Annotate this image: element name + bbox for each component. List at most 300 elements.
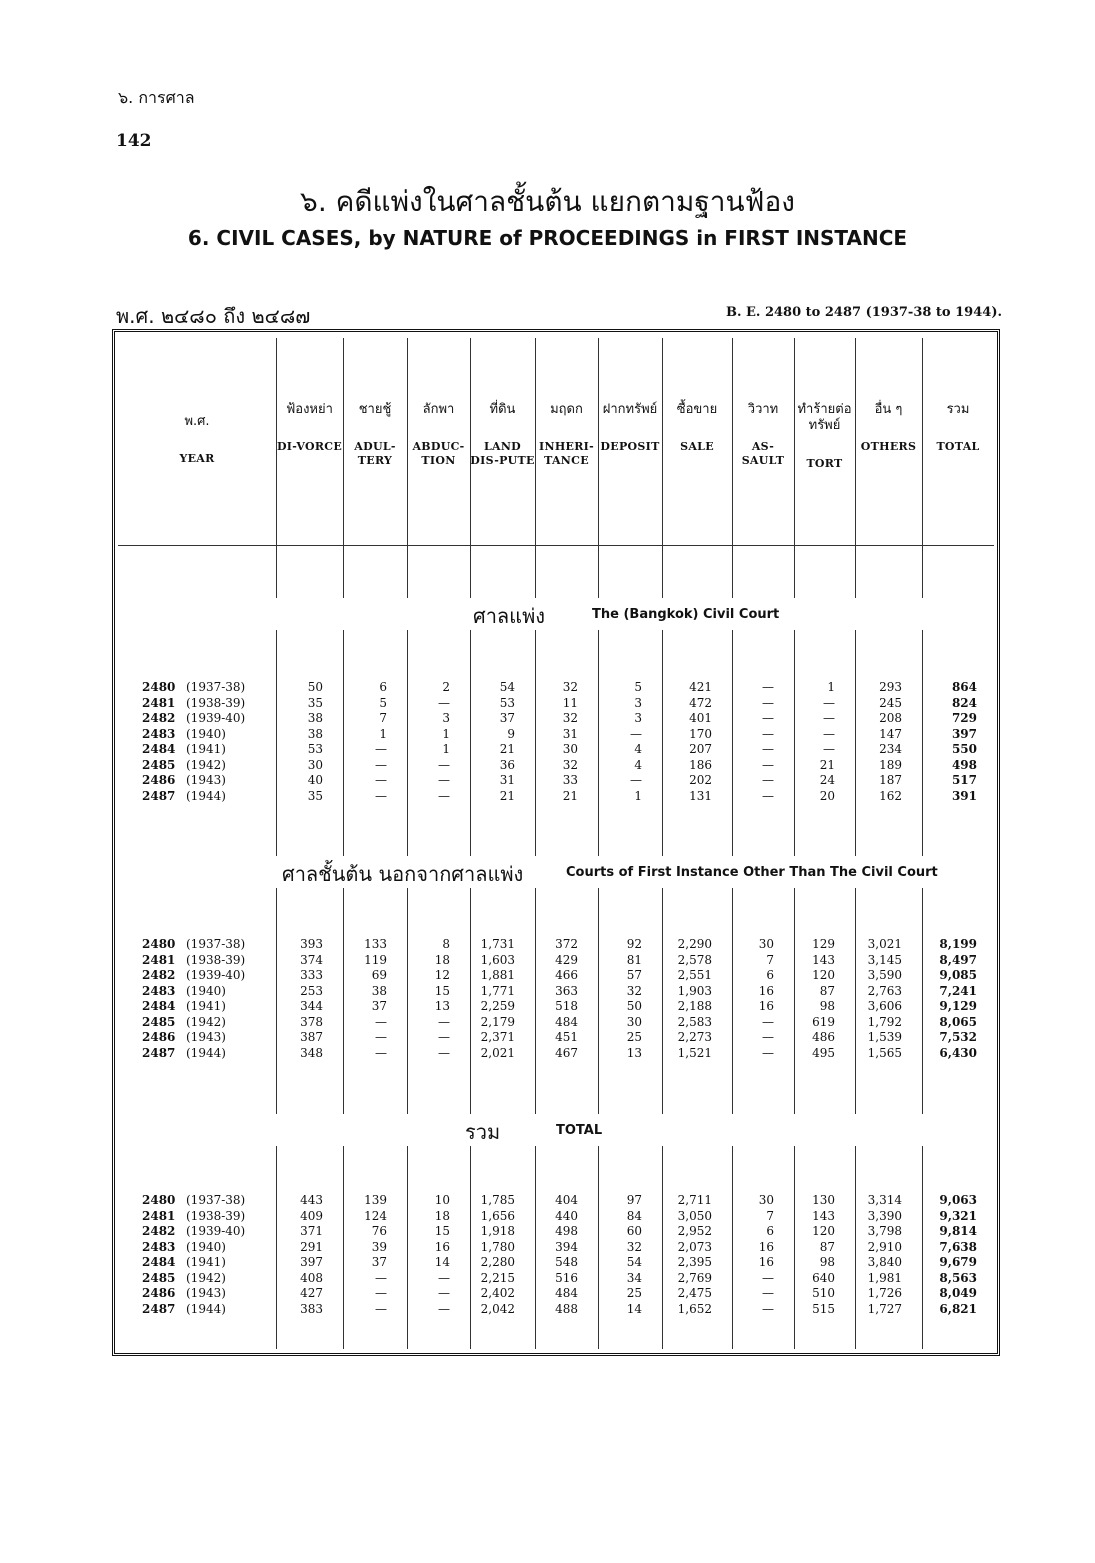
- year-gregorian: (1944): [186, 1045, 226, 1060]
- table-cell: 1,565: [867, 1045, 902, 1060]
- table-cell: 7,532: [939, 1030, 977, 1044]
- column-header-7: [598, 402, 662, 454]
- table-cell: 30: [758, 937, 774, 951]
- table-cell: 1,539: [867, 1030, 902, 1044]
- table-cell: 33: [562, 773, 578, 787]
- column-line-7: [662, 338, 663, 1349]
- table-cell: 21: [562, 788, 578, 803]
- year-label: [142, 1286, 226, 1302]
- header-divider: [118, 545, 994, 546]
- table-cell: —: [438, 788, 450, 803]
- table-cell: 9,063: [939, 1193, 977, 1207]
- table-cell: 408: [300, 1270, 323, 1285]
- column-header-english: LAND DIS-PUTE: [470, 440, 535, 467]
- table-cell: 394: [555, 1239, 578, 1254]
- table-cell: —: [438, 773, 450, 787]
- table-cell: 2,910: [867, 1239, 902, 1254]
- table-cell: —: [762, 695, 774, 710]
- column-header-thai: ที่ดิน: [489, 402, 516, 417]
- table-cell: 404: [555, 1193, 578, 1207]
- table-cell: 170: [689, 726, 712, 741]
- table-cell: 16: [758, 983, 774, 998]
- table-cell: 32: [562, 711, 578, 725]
- table-cell: 6,430: [939, 1045, 977, 1060]
- table-cell: 824: [951, 695, 977, 710]
- table-cell: 344: [300, 999, 323, 1013]
- table-cell: 87: [819, 983, 835, 998]
- table-cell: 50: [307, 680, 323, 694]
- table-cell: 2,371: [480, 1030, 515, 1044]
- table-cell: 18: [434, 1208, 450, 1223]
- table-cell: 472: [689, 695, 712, 710]
- table-cell: 189: [879, 757, 902, 772]
- table-cell: 130: [812, 1193, 835, 1207]
- table-cell: 3: [442, 711, 450, 725]
- table-cell: 35: [307, 788, 323, 803]
- year-gregorian: (1939-40): [186, 968, 246, 982]
- column-header-12: [922, 402, 994, 454]
- column-header-english: TORT: [806, 456, 843, 470]
- year-label: [142, 1209, 245, 1225]
- column-header-thai: ซื้อขาย: [676, 402, 718, 417]
- table-cell: 8,563: [939, 1270, 977, 1285]
- year-label: [142, 1224, 245, 1240]
- year-buddhist: 2482: [142, 1224, 176, 1238]
- table-cell: —: [762, 711, 774, 725]
- table-cell: 3,145: [867, 952, 902, 967]
- column-header-english: TOTAL: [936, 440, 980, 454]
- section-label: ๖. การศาล: [118, 88, 195, 107]
- year-buddhist: 2481: [142, 1208, 176, 1223]
- table-cell: 372: [555, 937, 578, 951]
- table-cell: 133: [364, 937, 387, 951]
- table-cell: 515: [812, 1301, 835, 1316]
- table-cell: 234: [879, 742, 902, 756]
- year-label: [142, 696, 245, 712]
- year-range-english: B. E. 2480 to 2487 (1937-38 to 1944).: [725, 305, 1002, 320]
- column-line-8: [732, 338, 733, 1349]
- table-cell: 186: [689, 757, 712, 772]
- year-label: [142, 1030, 226, 1046]
- column-header-5: [470, 402, 535, 468]
- column-header-english: AS-SAULT: [741, 440, 785, 467]
- table-cell: 30: [626, 1014, 642, 1029]
- table-cell: 2,583: [677, 1014, 712, 1029]
- year-buddhist: 2482: [142, 711, 176, 725]
- table-cell: 393: [300, 937, 323, 951]
- year-range-thai: พ.ศ. ๒๔๘๐ ถึง ๒๔๘๗: [116, 304, 311, 328]
- table-cell: 467: [555, 1045, 578, 1060]
- table-cell: 207: [689, 742, 712, 756]
- table-cell: 39: [371, 1239, 387, 1254]
- table-cell: 31: [499, 773, 515, 787]
- table-cell: 488: [555, 1301, 578, 1316]
- table-cell: 7: [766, 1208, 774, 1223]
- table-cell: 7,241: [939, 983, 977, 998]
- column-header-8: [662, 402, 732, 454]
- year-gregorian: (1943): [186, 1286, 226, 1300]
- table-cell: 245: [879, 695, 902, 710]
- table-cell: 50: [626, 999, 642, 1013]
- table-cell: —: [762, 1014, 774, 1029]
- table-cell: 2,188: [677, 999, 712, 1013]
- column-header-thai: ฝากทรัพย์: [602, 402, 658, 417]
- table-cell: 401: [689, 711, 712, 725]
- table-cell: 31: [562, 726, 578, 741]
- table-cell: 1,785: [480, 1193, 515, 1207]
- column-header-10: [794, 402, 855, 470]
- table-cell: 1,603: [480, 952, 515, 967]
- table-cell: 21: [499, 788, 515, 803]
- column-header-thai: อื่น ๆ: [874, 402, 903, 417]
- column-header-9: [732, 402, 794, 468]
- table-cell: 333: [300, 968, 323, 982]
- table-cell: 397: [300, 1255, 323, 1269]
- table-cell: 2,273: [677, 1030, 712, 1044]
- table-cell: 2,280: [480, 1255, 515, 1269]
- year-buddhist: 2485: [142, 1014, 176, 1029]
- year-label: [142, 789, 226, 805]
- section-heading-thai: รวม: [465, 1120, 501, 1144]
- table-cell: 4: [634, 757, 642, 772]
- table-cell: 30: [562, 742, 578, 756]
- table-cell: 2,769: [677, 1270, 712, 1285]
- table-cell: 13: [434, 999, 450, 1013]
- table-cell: 729: [951, 711, 977, 725]
- year-gregorian: (1939-40): [186, 1224, 246, 1238]
- table-cell: 9,321: [939, 1208, 977, 1223]
- column-header-thai: ฟ้องหย่า: [286, 402, 333, 417]
- table-cell: 16: [758, 999, 774, 1013]
- table-cell: —: [762, 680, 774, 694]
- table-cell: —: [823, 695, 835, 710]
- year-gregorian: (1938-39): [186, 695, 246, 710]
- column-header-thai: ทำร้ายต่อทรัพย์: [797, 402, 852, 434]
- year-gregorian: (1944): [186, 1301, 226, 1316]
- column-header-1: [118, 414, 276, 466]
- table-cell: 2,073: [677, 1239, 712, 1254]
- table-cell: —: [823, 726, 835, 741]
- table-cell: —: [762, 1030, 774, 1044]
- table-cell: 2,952: [677, 1224, 712, 1238]
- table-cell: 518: [555, 999, 578, 1013]
- table-cell: —: [375, 1270, 387, 1285]
- table-cell: 36: [499, 757, 515, 772]
- table-cell: 3: [634, 695, 642, 710]
- table-cell: 9: [507, 726, 515, 741]
- table-cell: —: [375, 742, 387, 756]
- table-cell: —: [438, 1270, 450, 1285]
- table-cell: 1: [442, 742, 450, 756]
- table-cell: 3,050: [677, 1208, 712, 1223]
- year-label: [142, 968, 245, 984]
- table-cell: 9,085: [939, 968, 977, 982]
- table-cell: 1,726: [867, 1286, 902, 1300]
- year-label: [142, 937, 245, 953]
- table-cell: 129: [812, 937, 835, 951]
- year-gregorian: (1937-38): [186, 937, 246, 951]
- table-cell: 409: [300, 1208, 323, 1223]
- year-gregorian: (1943): [186, 1030, 226, 1044]
- table-cell: 187: [879, 773, 902, 787]
- table-cell: 98: [819, 1255, 835, 1269]
- year-buddhist: 2487: [142, 1045, 176, 1060]
- table-cell: 12: [434, 968, 450, 982]
- table-cell: 25: [626, 1286, 642, 1300]
- table-cell: —: [438, 757, 450, 772]
- table-cell: 6,821: [939, 1301, 977, 1316]
- column-header-english: ABDUC-TION: [412, 440, 465, 467]
- table-cell: —: [630, 773, 642, 787]
- year-label: [142, 1302, 226, 1318]
- year-label: [142, 758, 226, 774]
- table-cell: 363: [555, 983, 578, 998]
- table-cell: 1,981: [867, 1270, 902, 1285]
- table-cell: 498: [951, 757, 977, 772]
- year-buddhist: 2483: [142, 726, 176, 741]
- year-gregorian: (1942): [186, 1014, 226, 1029]
- year-gregorian: (1940): [186, 726, 226, 741]
- table-cell: 143: [812, 1208, 835, 1223]
- table-cell: 2,395: [677, 1255, 712, 1269]
- year-gregorian: (1937-38): [186, 680, 246, 694]
- year-buddhist: 2482: [142, 968, 176, 982]
- table-cell: 548: [555, 1255, 578, 1269]
- column-header-english: YEAR: [179, 452, 215, 466]
- table-cell: 32: [562, 680, 578, 694]
- table-cell: 76: [371, 1224, 387, 1238]
- table-cell: 5: [379, 695, 387, 710]
- table-cell: 1,918: [480, 1224, 515, 1238]
- table-cell: —: [375, 1301, 387, 1316]
- table-cell: 11: [562, 695, 578, 710]
- table-cell: 429: [555, 952, 578, 967]
- table-cell: 387: [300, 1030, 323, 1044]
- table-cell: 440: [555, 1208, 578, 1223]
- year-label: [142, 727, 226, 743]
- table-cell: 13: [626, 1045, 642, 1060]
- year-gregorian: (1940): [186, 983, 226, 998]
- table-cell: 69: [371, 968, 387, 982]
- table-cell: 374: [300, 952, 323, 967]
- year-label: [142, 711, 245, 727]
- year-gregorian: (1938-39): [186, 952, 246, 967]
- table-cell: 147: [879, 726, 902, 741]
- table-cell: —: [762, 1301, 774, 1316]
- table-cell: 253: [300, 983, 323, 998]
- table-cell: 2,551: [677, 968, 712, 982]
- table-cell: 18: [434, 952, 450, 967]
- table-cell: 864: [951, 680, 977, 694]
- table-cell: 2,475: [677, 1286, 712, 1300]
- table-cell: 1,792: [867, 1014, 902, 1029]
- section-heading-thai: ศาลแพ่ง: [473, 604, 546, 628]
- column-header-english: INHERI-TANCE: [539, 440, 594, 467]
- column-header-english: DI-VORCE: [276, 440, 343, 454]
- year-gregorian: (1937-38): [186, 1193, 246, 1207]
- year-gregorian: (1939-40): [186, 711, 246, 725]
- page-number: 142: [116, 131, 152, 151]
- column-header-6: [535, 402, 598, 468]
- table-cell: 1,656: [480, 1208, 515, 1223]
- year-gregorian: (1941): [186, 999, 226, 1013]
- table-cell: 2,259: [480, 999, 515, 1013]
- table-cell: 7: [379, 711, 387, 725]
- table-cell: 6: [379, 680, 387, 694]
- section-heading-english: The (Bangkok) Civil Court: [592, 607, 780, 622]
- page-title-english: 6. CIVIL CASES, by NATURE of PROCEEDINGS in FIRST INSTANCE: [187, 226, 908, 250]
- table-cell: 427: [300, 1286, 323, 1300]
- column-line-10: [855, 338, 856, 1349]
- table-cell: 120: [812, 968, 835, 982]
- table-cell: 40: [307, 773, 323, 787]
- year-label: [142, 1046, 226, 1062]
- table-cell: 293: [879, 680, 902, 694]
- table-cell: 1,731: [480, 937, 515, 951]
- table-cell: —: [762, 773, 774, 787]
- table-cell: 38: [371, 983, 387, 998]
- table-cell: 516: [555, 1270, 578, 1285]
- table-cell: 24: [819, 773, 835, 787]
- column-line-11: [922, 338, 923, 1349]
- table-cell: 2,711: [677, 1193, 712, 1207]
- table-cell: 37: [499, 711, 515, 725]
- table-cell: —: [375, 1014, 387, 1029]
- table-cell: 9,679: [939, 1255, 977, 1269]
- table-cell: 443: [300, 1193, 323, 1207]
- table-cell: 640: [812, 1270, 835, 1285]
- table-cell: 9,129: [939, 999, 977, 1013]
- table-cell: 92: [626, 937, 642, 951]
- year-buddhist: 2485: [142, 1270, 176, 1285]
- table-cell: 20: [819, 788, 835, 803]
- column-header-4: [407, 402, 470, 468]
- table-cell: —: [762, 757, 774, 772]
- column-line-2: [343, 338, 344, 1349]
- section-heading-english: Courts of First Instance Other Than The Civil Court: [566, 865, 938, 880]
- year-gregorian: (1941): [186, 742, 226, 756]
- table-cell: —: [762, 742, 774, 756]
- table-cell: 8,199: [939, 937, 977, 951]
- table-cell: 484: [555, 1014, 578, 1029]
- year-label: [142, 773, 226, 789]
- year-gregorian: (1941): [186, 1255, 226, 1269]
- table-cell: 3,390: [867, 1208, 902, 1223]
- year-label: [142, 984, 226, 1000]
- table-cell: 1,771: [480, 983, 515, 998]
- table-cell: 15: [434, 983, 450, 998]
- table-cell: 15: [434, 1224, 450, 1238]
- table-cell: 37: [371, 999, 387, 1013]
- table-cell: 16: [758, 1239, 774, 1254]
- year-buddhist: 2483: [142, 1239, 176, 1254]
- table-cell: 202: [689, 773, 712, 787]
- table-cell: 498: [555, 1224, 578, 1238]
- table-cell: —: [762, 1270, 774, 1285]
- year-label: [142, 680, 245, 696]
- year-buddhist: 2485: [142, 757, 176, 772]
- table-cell: 619: [812, 1014, 835, 1029]
- column-header-thai: มฤดก: [550, 402, 583, 417]
- section-heading-thai: ศาลชั้นต้น นอกจากศาลแพ่ง: [282, 862, 524, 886]
- table-cell: 2,215: [480, 1270, 515, 1285]
- table-cell: 21: [499, 742, 515, 756]
- table-cell: 3,021: [867, 937, 902, 951]
- table-cell: —: [375, 757, 387, 772]
- table-cell: 348: [300, 1045, 323, 1060]
- year-buddhist: 2481: [142, 952, 176, 967]
- table-cell: 517: [951, 773, 977, 787]
- year-gregorian: (1942): [186, 757, 226, 772]
- table-cell: 4: [634, 742, 642, 756]
- table-cell: 3: [634, 711, 642, 725]
- table-cell: 291: [300, 1239, 323, 1254]
- table-cell: 30: [307, 757, 323, 772]
- table-cell: 32: [626, 1239, 642, 1254]
- column-header-11: [855, 402, 922, 454]
- page-title-thai: ๖. คดีแพ่งในศาลชั้นต้น แยกตามฐานฟ้อง: [300, 185, 795, 218]
- table-cell: 2,179: [480, 1014, 515, 1029]
- table-cell: 451: [555, 1030, 578, 1044]
- table-cell: 2: [442, 680, 450, 694]
- table-cell: 208: [879, 711, 902, 725]
- year-buddhist: 2486: [142, 773, 176, 787]
- table-cell: —: [375, 1030, 387, 1044]
- table-cell: 1,521: [677, 1045, 712, 1060]
- year-label: [142, 953, 245, 969]
- table-cell: 6: [766, 1224, 774, 1238]
- table-cell: —: [375, 788, 387, 803]
- table-cell: —: [438, 1301, 450, 1316]
- table-cell: 1,881: [480, 968, 515, 982]
- table-cell: —: [823, 742, 835, 756]
- table-cell: 3,606: [867, 999, 902, 1013]
- table-cell: 32: [626, 983, 642, 998]
- column-line-6: [598, 338, 599, 1349]
- year-gregorian: (1942): [186, 1270, 226, 1285]
- column-line-5: [535, 338, 536, 1349]
- table-cell: 421: [689, 680, 712, 694]
- table-cell: 1: [634, 788, 642, 803]
- table-cell: 6: [766, 968, 774, 982]
- column-header-2: [276, 402, 343, 454]
- table-cell: 3,798: [867, 1224, 902, 1238]
- table-cell: 25: [626, 1030, 642, 1044]
- year-label: [142, 999, 226, 1015]
- table-cell: 35: [307, 695, 323, 710]
- year-label: [142, 1255, 226, 1271]
- table-cell: —: [438, 1014, 450, 1029]
- table-cell: —: [438, 1286, 450, 1300]
- column-header-english: ADUL-TERY: [354, 440, 396, 467]
- table-cell: 10: [434, 1193, 450, 1207]
- table-cell: 53: [499, 695, 515, 710]
- table-cell: 119: [364, 952, 387, 967]
- table-cell: —: [438, 1030, 450, 1044]
- table-cell: —: [630, 726, 642, 741]
- table-cell: 37: [371, 1255, 387, 1269]
- table-cell: —: [762, 1045, 774, 1060]
- column-header-thai: วิวาท: [747, 402, 779, 417]
- table-cell: 378: [300, 1014, 323, 1029]
- table-cell: 54: [499, 680, 515, 694]
- table-cell: 466: [555, 968, 578, 982]
- table-cell: —: [375, 773, 387, 787]
- table-cell: 484: [555, 1286, 578, 1300]
- table-cell: —: [823, 711, 835, 725]
- table-cell: 14: [434, 1255, 450, 1269]
- year-gregorian: (1943): [186, 773, 226, 787]
